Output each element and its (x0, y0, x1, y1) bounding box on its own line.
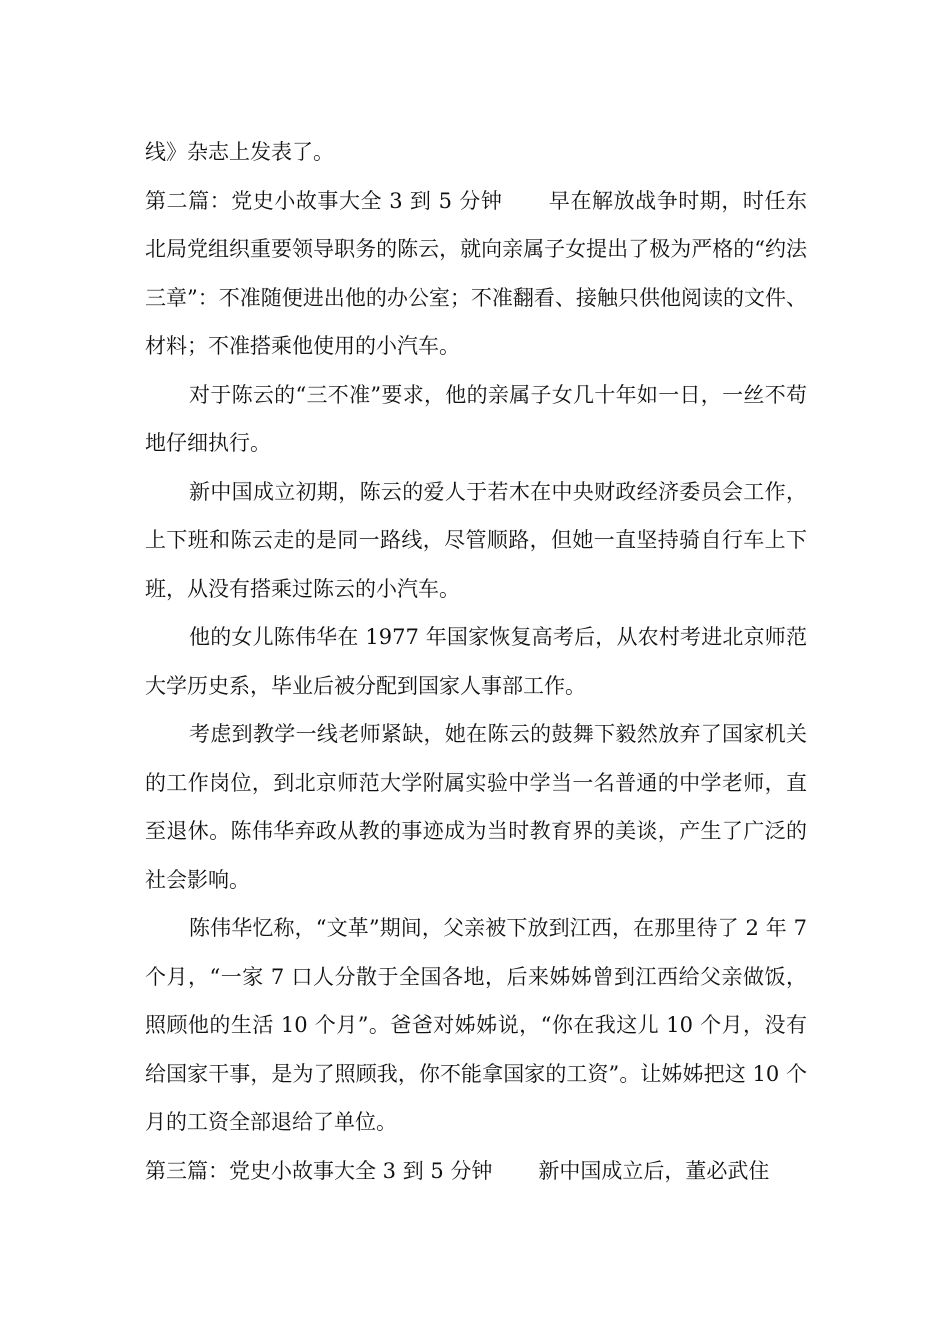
section-heading: 第二篇：党史小故事大全 3 到 5 分钟 (145, 188, 503, 213)
paragraph-text: 线》杂志上发表了。 (145, 140, 334, 164)
paragraph (145, 710, 807, 904)
paragraph (145, 371, 807, 468)
paragraph-text: 陈伟华忆称，“文革”期间，父亲被下放到江西，在那里待了 2 年 7 个月，“一家 7 口人分散于全国各地，后来姊姊曾到江西给父亲做饭，照顾他的生活 10 个月”。爸爸对姊姊说，“你在我这儿 10 个月，没有给国家干事，是为了照顾我，你不能拿国家的工资”。让姊姊把这 10 个月的工资全部退给了单位。 (145, 916, 807, 1134)
document-page (145, 128, 807, 1195)
section-three-paragraph (145, 1147, 807, 1196)
paragraph-text: 新中国成立初期，陈云的爱人于若木在中央财政经济委员会工作，上下班和陈云走的是同一路线，尽管顺路，但她一直坚持骑自行车上下班，从没有搭乘过陈云的小汽车。 (145, 479, 807, 601)
paragraph (145, 468, 807, 614)
paragraph (145, 613, 807, 710)
paragraph-text: 他的女儿陈伟华在 1977 年国家恢复高考后，从农村考进北京师范大学历史系，毕业后被分配到国家人事部工作。 (145, 625, 807, 698)
paragraph (145, 904, 807, 1147)
paragraph-continuation (145, 128, 807, 177)
paragraph-text: 早在解放战争时期，时任东北局党组织重要领导职务的陈云，就向亲属子女提出了极为严格的“约法三章”：不准随便进出他的办公室；不准翻看、接触只供他阅读的文件、材料；不准搭乘他使用的小汽车。 (145, 188, 808, 358)
section-heading: 第三篇：党史小故事大全 3 到 5 分钟 (145, 1158, 493, 1183)
paragraph-text: 考虑到教学一线老师紧缺，她在陈云的鼓舞下毅然放弃了国家机关的工作岗位，到北京师范大学附属实验中学当一名普通的中学老师，直至退休。陈伟华弃政从教的事迹成为当时教育界的美谈，产生了广泛的社会影响。 (145, 722, 807, 892)
paragraph-text: 对于陈云的“三不准”要求，他的亲属子女几十年如一日，一丝不苟地仔细执行。 (145, 382, 807, 455)
section-two-paragraph (145, 177, 807, 371)
paragraph-text: 新中国成立后，董必武住 (538, 1158, 770, 1183)
